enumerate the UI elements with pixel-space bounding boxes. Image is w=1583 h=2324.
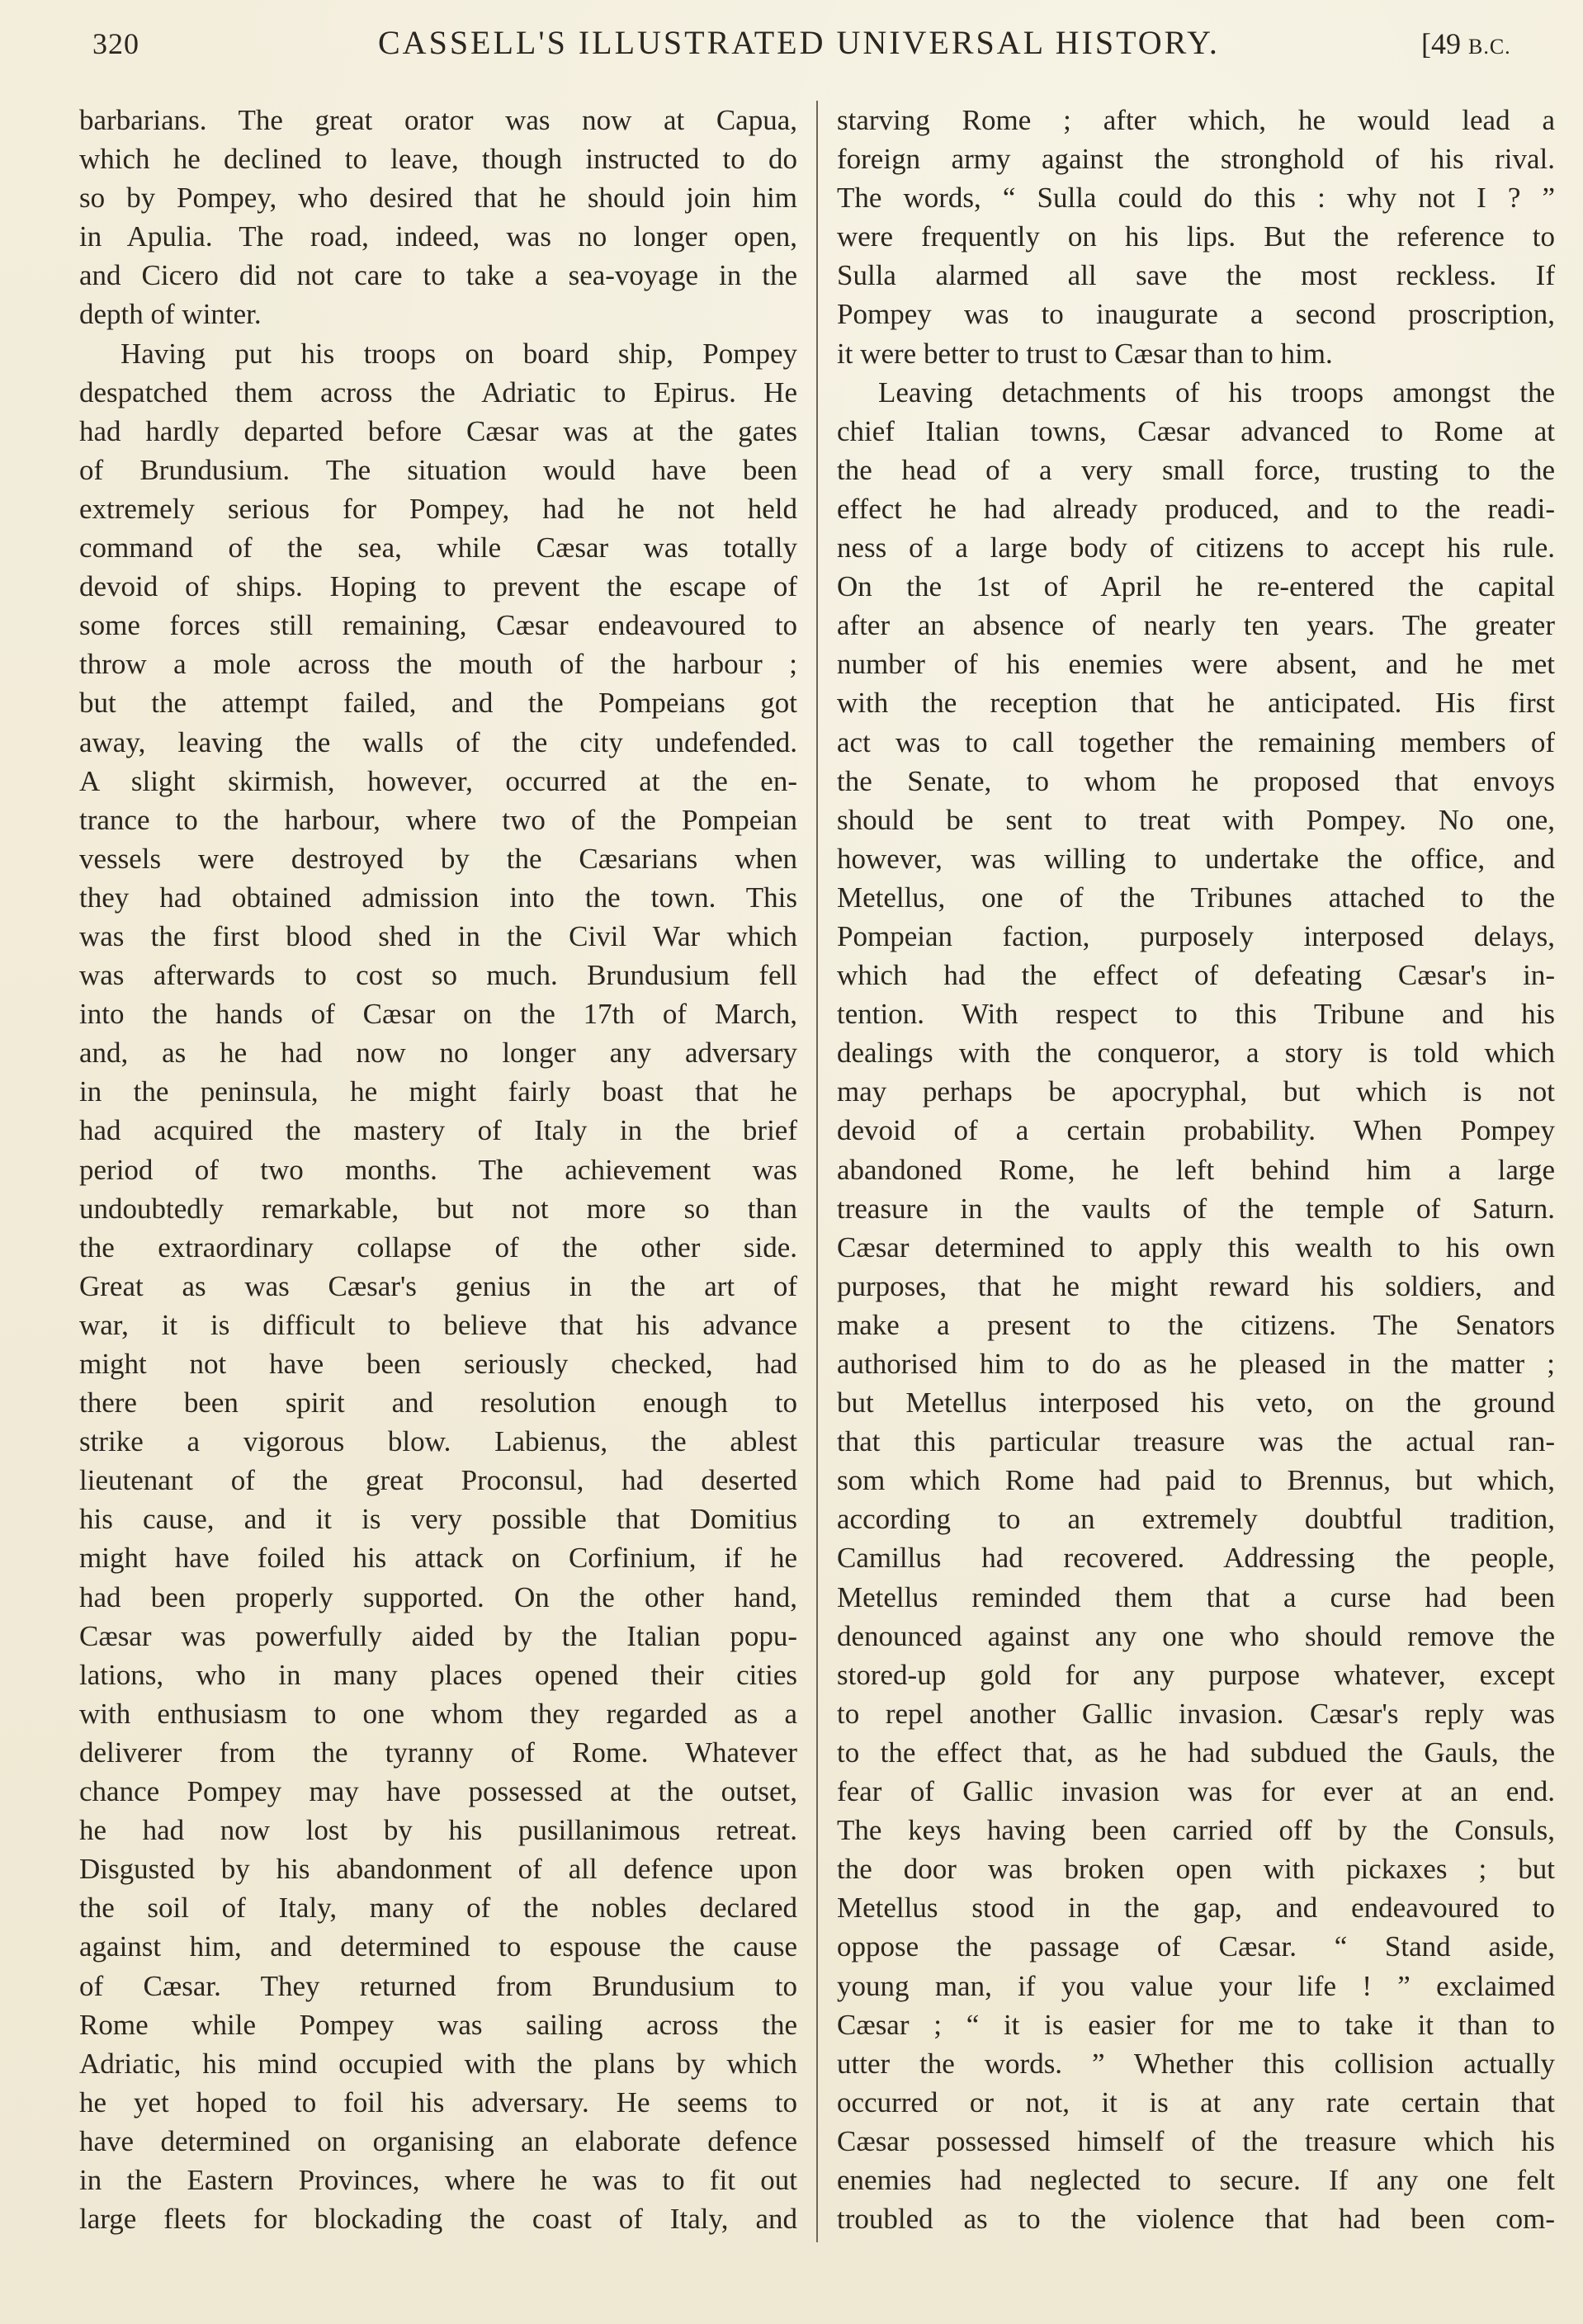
text-line: large fleets for blockading the coast of Italy, and [79, 2203, 797, 2236]
text-line: devoid of ships. Hoping to prevent the escape of [79, 570, 797, 603]
text-line: deliverer from the tyranny of Rome. Whatever [79, 1736, 797, 1769]
text-line: purposes, that he might reward his soldiers, and [837, 1269, 1555, 1302]
text-line: some forces still remaining, Cæsar endeavoured to [79, 609, 797, 642]
text-line: might not have been seriously checked, had [79, 1348, 797, 1380]
text-line: have determined on organising an elaborate defence [79, 2124, 797, 2157]
text-line: which he declined to leave, though instructed to do [79, 143, 797, 176]
text-line: to the effect that, as he had subdued the Gauls, the [837, 1736, 1555, 1769]
text-line: to repel another Gallic invasion. Cæsar's reply was [837, 1697, 1555, 1730]
text-line: starving Rome ; after which, he would lead a [837, 104, 1555, 136]
text-line: enemies had neglected to secure. If any one felt [837, 2163, 1555, 2196]
text-line: had acquired the mastery of Italy in the brief [79, 1114, 797, 1147]
text-line: effect he had already produced, and to the readi- [837, 492, 1555, 525]
text-line: of Brundusium. The situation would have been [79, 453, 797, 486]
text-line: foreign army against the stronghold of his rival. [837, 143, 1555, 176]
text-line: act was to call together the remaining members of [837, 725, 1555, 758]
text-line: treasure in the vaults of the temple of Saturn. [837, 1192, 1555, 1225]
text-line: Metellus stood in the gap, and endeavoured to [837, 1892, 1555, 1925]
text-line: oppose the passage of Cæsar. “ Stand aside, [837, 1930, 1555, 1963]
text-line: were frequently on his lips. But the reference to [837, 220, 1555, 253]
text-line: his cause, and it is very possible that Domitius [79, 1503, 797, 1536]
text-line: The keys having been carried off by the Consuls, [837, 1814, 1555, 1847]
text-line: there been spirit and resolution enough to [79, 1386, 797, 1419]
text-line: had been properly supported. On the other hand, [79, 1580, 797, 1613]
text-line: was the first blood shed in the Civil War which [79, 919, 797, 952]
text-line: depth of winter. [79, 298, 262, 331]
text-line: number of his enemies were absent, and he met [837, 648, 1555, 681]
text-line: som which Rome had paid to Brennus, but which, [837, 1464, 1555, 1497]
text-line: lieutenant of the great Proconsul, had deserted [79, 1464, 797, 1497]
date-marker-era: B.C. [1468, 35, 1511, 59]
text-line: The words, “ Sulla could do this : why not I ? ” [837, 182, 1555, 215]
text-line: barbarians. The great orator was now at Capua, [79, 104, 797, 136]
text-line: war, it is difficult to believe that his advance [79, 1308, 797, 1341]
text-line: Leaving detachments of his troops amongst the [878, 376, 1555, 409]
text-line: On the 1st of April he re-entered the capital [837, 570, 1555, 603]
text-line: Disgusted by his abandonment of all defence upon [79, 1853, 797, 1886]
text-line: away, leaving the walls of the city undefended. [79, 725, 797, 758]
text-line: with enthusiasm to one whom they regarded as a [79, 1697, 797, 1730]
text-line: after an absence of nearly ten years. The greater [837, 609, 1555, 642]
text-line: fear of Gallic invasion was for ever at an end. [837, 1775, 1555, 1808]
text-line: Having put his troops on board ship, Pompey [120, 337, 797, 370]
text-line: they had obtained admission into the town. This [79, 881, 797, 914]
text-line: and Cicero did not care to take a sea-voyage in the [79, 259, 797, 292]
text-line: Metellus reminded them that a curse had been [837, 1580, 1555, 1613]
text-line: might have foiled his attack on Corfinium, if he [79, 1542, 797, 1575]
page-number: 320 [92, 27, 139, 60]
text-line: of Cæsar. They returned from Brundusium to [79, 1969, 797, 2002]
text-line: the extraordinary collapse of the other side. [79, 1230, 797, 1264]
text-line: may perhaps be apocryphal, but which is not [837, 1075, 1555, 1108]
page-header [0, 0, 1583, 83]
text-line: which had the effect of defeating Cæsar's in- [837, 959, 1555, 992]
text-line: throw a mole across the mouth of the harbour ; [79, 648, 797, 681]
text-line: Great as was Cæsar's genius in the art of [79, 1269, 797, 1302]
text-line: he yet hoped to foil his adversary. He seems to [79, 2085, 797, 2119]
text-line: it were better to trust to Cæsar than to him. [837, 337, 1333, 370]
text-line: Cæsar was powerfully aided by the Italian popu- [79, 1619, 797, 1652]
right-column [837, 101, 1555, 2246]
date-marker [1421, 26, 1511, 61]
text-line: occurred or not, it is at any rate certain that [837, 2085, 1555, 2119]
text-line: Pompeian faction, purposely interposed delays, [837, 919, 1555, 952]
text-line: Camillus had recovered. Addressing the people, [837, 1542, 1555, 1575]
text-line: had hardly departed before Cæsar was at the gates [79, 414, 797, 447]
text-line: the head of a very small force, trusting to the [837, 453, 1555, 486]
left-column [79, 101, 797, 2246]
paragraph [837, 101, 1555, 373]
date-marker-year: [49 [1421, 27, 1461, 60]
text-line: in the peninsula, he might fairly boast that he [79, 1075, 797, 1108]
text-line: in the Eastern Provinces, where he was to fit out [79, 2163, 797, 2196]
text-line: vessels were destroyed by the Cæsarians when [79, 842, 797, 875]
text-line: stored-up gold for any purpose whatever, except [837, 1658, 1555, 1691]
text-line: Cæsar possessed himself of the treasure which his [837, 2124, 1555, 2157]
text-line: chance Pompey may have possessed at the outset, [79, 1775, 797, 1808]
text-line: despatched them across the Adriatic to Epirus. He [79, 376, 797, 409]
text-line: chief Italian towns, Cæsar advanced to Rome at [837, 414, 1555, 447]
paragraph [837, 373, 1555, 2239]
text-line: Pompey was to inaugurate a second proscription, [837, 298, 1555, 331]
text-line: Metellus, one of the Tribunes attached to the [837, 881, 1555, 914]
text-line: utter the words. ” Whether this collision actually [837, 2047, 1555, 2080]
text-line: Sulla alarmed all save the most reckless. If [837, 259, 1555, 292]
text-line: extremely serious for Pompey, had he not held [79, 492, 797, 525]
text-line: the soil of Italy, many of the nobles declared [79, 1892, 797, 1925]
column-divider [816, 101, 818, 2242]
text-line: lations, who in many places opened their cities [79, 1658, 797, 1691]
text-line: strike a vigorous blow. Labienus, the ablest [79, 1425, 797, 1458]
text-line: should be sent to treat with Pompey. No one, [837, 803, 1555, 836]
text-line: devoid of a certain probability. When Pompey [837, 1114, 1555, 1147]
text-line: with the reception that he anticipated. His first [837, 687, 1555, 720]
text-line: was afterwards to cost so much. Brundusium fell [79, 959, 797, 992]
text-line: so by Pompey, who desired that he should join him [79, 182, 797, 215]
text-line: denounced against any one who should remove the [837, 1619, 1555, 1652]
text-line: period of two months. The achievement was [79, 1153, 797, 1186]
text-line: against him, and determined to espouse the cause [79, 1930, 797, 1963]
text-line: troubled as to the violence that had been com- [837, 2203, 1555, 2236]
text-line: but Metellus interposed his veto, on the ground [837, 1386, 1555, 1419]
running-title: CASSELL'S ILLUSTRATED UNIVERSAL HISTORY. [378, 24, 1220, 61]
text-line: he had now lost by his pusillanimous retreat. [79, 1814, 797, 1847]
text-line: undoubtedly remarkable, but not more so than [79, 1192, 797, 1225]
text-line: A slight skirmish, however, occurred at the en- [79, 764, 797, 797]
text-line: Adriatic, his mind occupied with the plans by which [79, 2047, 797, 2080]
text-line: that this particular treasure was the actual ran- [837, 1425, 1555, 1458]
text-line: the Senate, to whom he proposed that envoys [837, 764, 1555, 797]
text-line: authorised him to do as he pleased in the matter ; [837, 1348, 1555, 1380]
text-line: make a present to the citizens. The Senators [837, 1308, 1555, 1341]
text-line: however, was willing to undertake the office, and [837, 842, 1555, 875]
text-line: in Apulia. The road, indeed, was no longer open, [79, 220, 797, 253]
text-line: and, as he had now no longer any adversary [79, 1037, 797, 1070]
text-line: Cæsar ; “ it is easier for me to take it than to [837, 2008, 1555, 2041]
text-line: into the hands of Cæsar on the 17th of March, [79, 998, 797, 1031]
text-line: according to an extremely doubtful tradition, [837, 1503, 1555, 1536]
text-line: young man, if you value your life ! ” exclaimed [837, 1969, 1555, 2002]
paragraph [79, 334, 797, 2239]
text-line: ness of a large body of citizens to accept his rule. [837, 531, 1555, 564]
paragraph [79, 101, 797, 334]
text-line: Rome while Pompey was sailing across the [79, 2008, 797, 2041]
text-line: the door was broken open with pickaxes ; but [837, 1853, 1555, 1886]
text-line: command of the sea, while Cæsar was totally [79, 531, 797, 564]
text-line: tention. With respect to this Tribune and his [837, 998, 1555, 1031]
text-line: Cæsar determined to apply this wealth to his own [837, 1230, 1555, 1264]
text-line: but the attempt failed, and the Pompeians got [79, 687, 797, 720]
text-line: dealings with the conqueror, a story is told which [837, 1037, 1555, 1070]
text-line: trance to the harbour, where two of the Pompeian [79, 803, 797, 836]
text-line: abandoned Rome, he left behind him a large [837, 1153, 1555, 1186]
